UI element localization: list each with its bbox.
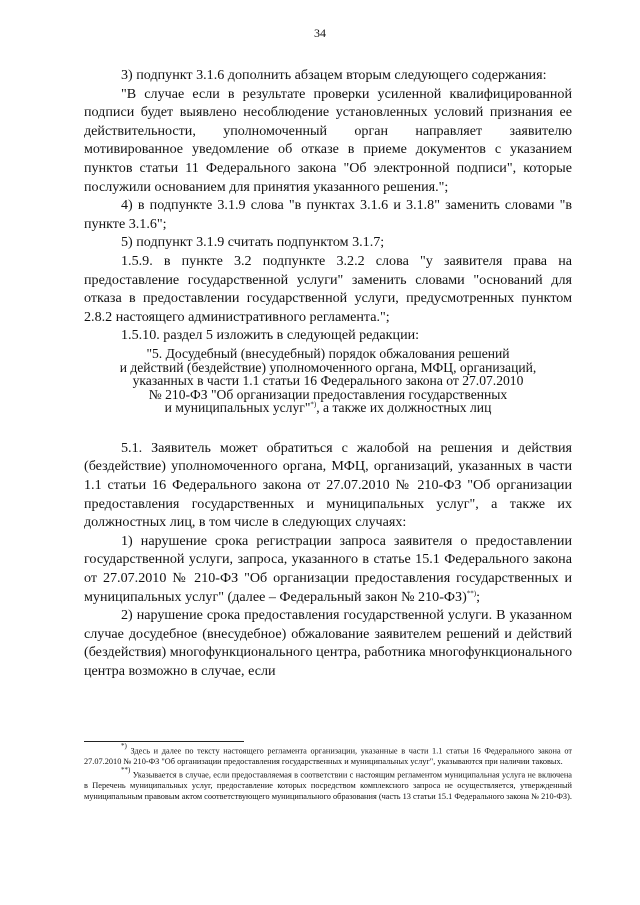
heading-line-tail: , а также их должностных лиц — [316, 400, 492, 416]
page-number: 34 — [314, 26, 326, 40]
paragraph: 5) подпункт 3.1.9 считать подпунктом 3.1.7; — [121, 234, 385, 251]
heading-line: и действий (бездействие) уполномоченного органа, МФЦ, организаций, — [119, 359, 537, 375]
spacer — [84, 415, 572, 439]
document-body — [84, 66, 572, 681]
paragraph: 2) нарушение срока предоставления государственной услуги. В указанном случае досудебное (внесудебное) обжалование заявителем решений и действий (бездействия) многофункционального центра, работника многофункционального центра возможно в случае, если — [84, 607, 572, 679]
footnote-mark: *) — [121, 742, 127, 750]
footnote-text: Указывается в случае, если предоставляемая в соответствии с настоящим регламентом муниципальная услуга не включена в Перечень муниципальных услуг, предоставление которых посредством комплексного запроса не осуществляется, утвержденный муниципальным правовым актом соответствующего муниципального образования (часть 13 статьи 15.1 Федерального закона № 210-ФЗ). — [84, 770, 572, 801]
section-heading — [84, 345, 572, 415]
footnote-ref-2[interactable]: **) — [466, 589, 477, 598]
paragraph-with-note — [84, 532, 572, 606]
footnotes — [84, 742, 572, 804]
paragraph: 1.5.9. в пункте 3.2 подпункте 3.2.2 слова "у заявителя права на предоставление государственной услуги" заменить словами "оснований для отказа в предоставлении государственной услуги, предусмотренных пунктом 2.8.2 настоящего административного регламента."; — [84, 252, 572, 325]
footnote-divider — [84, 741, 244, 742]
paragraph: "В случае если в результате проверки усиленной квалифицированной подписи будет выявлено несоблюдение установленных условий признания ее действительности, уполномоченный орган направляет заявителю мотивированное уведомление об отказе в приеме документов с указанием пунктов статьи 11 Федерального закона "Об электронной подписи", которые послужили основанием для принятия указанного решения."; — [84, 85, 572, 195]
paragraph-tail: ; — [476, 588, 481, 605]
footnote-ref-1[interactable]: *) — [310, 400, 317, 409]
footnote-mark: **) — [121, 765, 131, 774]
paragraph: 3) подпункт 3.1.6 дополнить абзацем вторым следующего содержания: — [121, 67, 547, 83]
paragraph: 4) в подпункте 3.1.9 слова "в пунктах 3.1.6 и 3.1.8" заменить словами "в пункте 3.1.6"; — [84, 197, 572, 232]
paragraph: 5.1. Заявитель может обратиться с жалобой на решения и действия (бездействие) уполномоченного органа, МФЦ, организаций, указанных в части 1.1 статьи 16 Федерального закона от 27.07.2010 № 210-ФЗ "Об организации предоставления государственных и муниципальных услуг", а также их должностных лиц, в том числе в следующих случаях: — [84, 439, 572, 531]
paragraph-text: 1) нарушение срока регистрации запроса заявителя о предоставлении государственной услуги, запроса, указанного в статье 15.1 Федерального закона от 27.07.2010 № 210-ФЗ "Об организации предоставления государственных и муниципальных услуг" (далее – Федеральный закон № 210-ФЗ) — [84, 532, 572, 605]
heading-line: "5. Досудебный (внесудебный) порядок обжалования решений — [146, 345, 510, 361]
heading-line: указанных в части 1.1 статьи 16 Федерального закона от 27.07.2010 — [132, 373, 524, 389]
paragraph: 1.5.10. раздел 5 изложить в следующей редакции: — [121, 327, 420, 344]
heading-line-last — [84, 401, 572, 415]
footnote — [84, 765, 572, 802]
footnote-text: Здесь и далее по тексту настоящего регламента организации, указанные в части 1.1 статьи 16 Федерального закона от 27.07.2010 № 210-ФЗ "Об организации предоставления государственных и муниципальных услуг", указываются при наличии таковых. — [84, 746, 572, 767]
footnote — [84, 742, 572, 768]
heading-line-text: и муниципальных услуг" — [164, 400, 311, 416]
heading-line: № 210-ФЗ "Об организации предоставления государственных — [148, 386, 508, 402]
